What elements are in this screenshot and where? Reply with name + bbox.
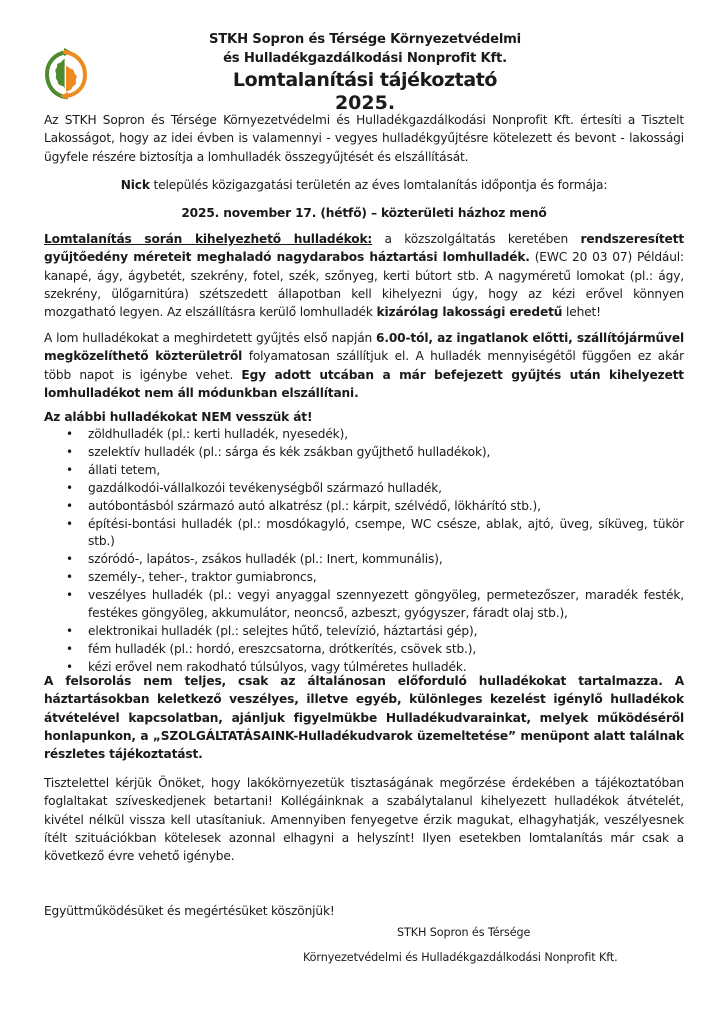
bullet-icon: •: [66, 570, 73, 585]
not-accepted-list-item: [44, 569, 684, 587]
not-accepted-list-item: [44, 462, 684, 480]
bullet-icon: •: [66, 588, 73, 603]
not-accepted-list-item: [44, 623, 684, 641]
not-accepted-list-item: [44, 587, 684, 623]
settlement-line: [44, 176, 684, 194]
not-accepted-list-item: [44, 641, 684, 659]
organization-name: [150, 30, 580, 68]
list-item-text: állati tetem,: [88, 462, 161, 477]
allowed-text-3: lehet!: [562, 305, 601, 320]
signature-line1: STKH Sopron és Térsége: [397, 926, 531, 939]
collection-paragraph: [44, 329, 684, 402]
bullet-icon: •: [66, 552, 73, 567]
organization-name-line2: és Hulladékgazdálkodási Nonprofit Kft.: [223, 51, 507, 66]
list-item-text: autóbontásból származó autó alkatrész (pl.: kárpit, szélvédő, lökhárító stb.),: [88, 498, 541, 513]
bullet-icon: •: [66, 427, 73, 441]
logo-orange-leaf: [66, 66, 77, 92]
logo-green-leaf: [55, 59, 65, 90]
list-item-text: szelektív hulladék (pl.: sárga és kék zsákban gyűjthető hulladékok),: [88, 444, 491, 459]
bullet-icon: •: [66, 516, 73, 531]
collection-date: 2025. november 17. (hétfő) – közterületi házhoz menő: [181, 206, 547, 220]
list-item-text: gazdálkodói-vállalkozói tevékenységből származó hulladék,: [88, 480, 442, 495]
hazardous-note-paragraph: A felsorolás nem teljes, csak az általánosan előforduló hulladékokat tartalmazza. A háztartásokban keletkező veszélyes, illetve egyéb, különleges kezelést igénylő hulladékok átvételével kapcsolatban, ajánljuk figyelmükbe Hulladékudvarainkat, melyek működéséről honlapunkon, a „SZOLGÁLTATÁSAINK-Hulladékudvarok üzemeltetése” menüpont alatt találnak részletes tájékoztatást.: [44, 674, 684, 762]
organization-name-line1: STKH Sopron és Térsége Környezetvédelmi: [208, 32, 522, 47]
not-accepted-list-item: [44, 444, 684, 462]
company-logo-icon: [45, 48, 87, 100]
thanks-line: Együttműködésüket és megértésüket köszönjük!: [44, 904, 335, 918]
list-item-text: építési-bontási hulladék (pl.: mosdókagyló, csempe, WC csésze, ablak, ajtó, üveg, síküveg, tükör stb.): [88, 516, 684, 549]
list-item-text: kézi erővel nem rakodható túlsúlyos, vagy túlméretes hulladék.: [88, 659, 467, 674]
not-accepted-list-item: [44, 551, 684, 569]
collection-text-2: folyamatosan szállítjuk el. A hulladék mennyiségétől függően ez akár több napot is igénybe vehet.: [44, 349, 684, 382]
list-item-text: elektronikai hulladék (pl.: selejtes hűtő, televízió, háztartási gép),: [88, 623, 478, 638]
bullet-icon: •: [66, 623, 73, 638]
allowed-waste-heading: Lomtalanítás során kihelyezhető hulladékok:: [44, 232, 373, 246]
collection-bold-2: Egy adott utcában a már befejezett gyűjtés után kihelyezett lomhulladékot nem áll módunkban elszállítani.: [44, 367, 684, 400]
intro-paragraph: Az STKH Sopron és Térsége Környezetvédelmi és Hulladékgazdálkodási Nonprofit Kft. értesíti a Tisztelt Lakosságot, hogy az idei évben is valamennyi - vegyes hulladékgyűjtésre kötelezett és bevont - lakossági ügyfele részére biztosítja a lomhulladék összegyűjtését és elszállítását.: [44, 113, 684, 164]
collection-bold-1: 6.00-tól, az ingatlanok előtti, szállítójárművel megközelíthető közterületről: [44, 331, 684, 364]
bullet-icon: •: [66, 498, 73, 513]
list-item-text: szóródó-, lapátos-, zsákos hulladék (pl.: Inert, kommunális),: [88, 552, 443, 567]
not-accepted-list-item: [44, 516, 684, 552]
allowed-text-1: a közszolgáltatás keretében: [372, 232, 581, 246]
allowed-bold-2: kizárólag lakossági eredetű: [376, 305, 563, 320]
list-item-text: zöldhulladék (pl.: kerti hulladék, nyesedék),: [88, 427, 348, 441]
not-accepted-heading: Az alábbi hulladékokat NEM vesszük át!: [44, 410, 313, 424]
page-title: Lomtalanítási tájékoztató: [232, 69, 498, 91]
settlement-line-text: település közigazgatási területén az éves lomtalanítás időpontja és formája:: [149, 178, 608, 192]
allowed-bold-1: rendszeresített gyűjtőedény méreteit meghaladó nagydarabos háztartási lomhulladék.: [44, 232, 684, 265]
bullet-icon: •: [66, 659, 73, 674]
settlement-name: Nick: [120, 178, 150, 192]
list-item-text: személy-, teher-, traktor gumiabroncs,: [88, 570, 317, 585]
bullet-icon: •: [66, 444, 73, 459]
allowed-text-2: (EWC 20 03 07) Például: kanapé, ágy, ágybetét, szekrény, fotel, szék, szőnyeg, kerti bútort stb. A nagyméretű lomokat (pl.: ágy, szekrény, ülőgarnitúra) szétszedett állapotban kell kihelyezni úgy, hogy az kézi erővel könnyen mozgatható legyen. Az elszállításra kerülő lomhulladék: [44, 250, 684, 320]
not-accepted-list-item: [44, 498, 684, 516]
allowed-waste-paragraph: [44, 230, 684, 321]
not-accepted-list-item: [44, 426, 684, 444]
signature-line2: Környezetvédelmi és Hulladékgazdálkodási Nonprofit Kft.: [303, 951, 618, 964]
bullet-icon: •: [66, 462, 73, 477]
list-item-text: fém hulladék (pl.: hordó, ereszcsatorna, drótkerítés, csövek stb.),: [88, 641, 477, 656]
not-accepted-list-item: [44, 480, 684, 498]
list-item-text: veszélyes hulladék (pl.: vegyi anyaggal szennyezett göngyöleg, permetezőszer, maradék festék, festékes göngyöleg, akkumulátor, neoncső, azbeszt, gyógyszer, fáradt olaj stb.),: [88, 588, 684, 621]
collection-text-1: A lom hulladékokat a meghirdetett gyűjtés első napján: [44, 331, 377, 345]
bullet-icon: •: [66, 641, 73, 656]
page-year: 2025.: [334, 92, 396, 114]
bullet-icon: •: [66, 480, 73, 495]
request-paragraph: Tisztelettel kérjük Önöket, hogy lakókörnyezetük tisztaságának megőrzése érdekében a tájékoztatóban foglaltakat szíveskedjenek betartani! Kollégáinknak a szabálytalanul kihelyezett hulladékok átvételét, kivétel nélkül vissza kell utasítaniuk. Amennyiben fenyegetve érzik magukat, elhagyhatják, veszélyesnek ítélt szituációkban kötelesek azonnal elhagyni a helyszínt! Ilyen esetekben lomtalanítás már csak a következő évre vehető igénybe.: [44, 776, 684, 864]
not-accepted-list: [44, 426, 684, 677]
